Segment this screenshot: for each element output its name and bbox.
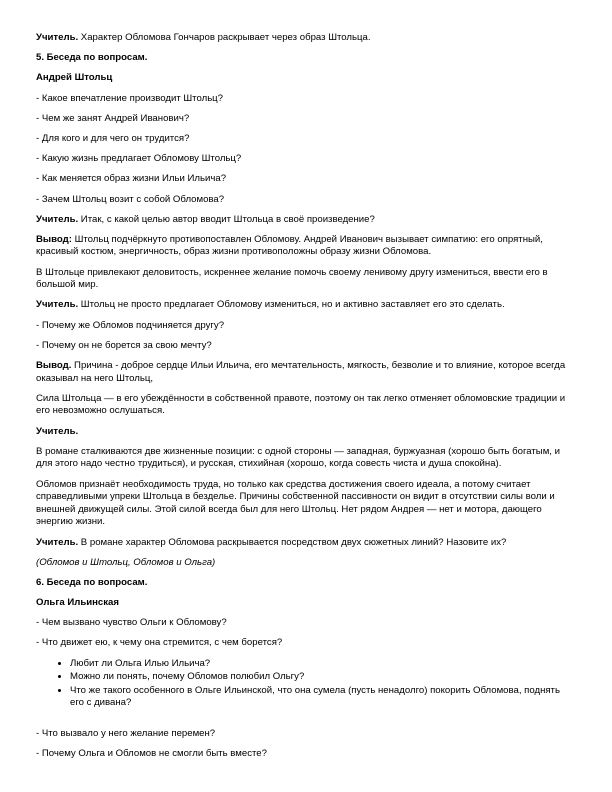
- document-page: [36, 32, 576, 768]
- question-2: - Чем же занят Андрей Иванович?: [36, 112, 190, 124]
- paragraph-stolz-strength: Сила Штольца — в его убеждённости в собственной правоте, поэтому он так легко отменяет обломовские традиции и его невозможно ослушаться.: [36, 392, 566, 417]
- bullet-list: [36, 658, 576, 710]
- speaker-label: Учитель.: [36, 213, 79, 225]
- teacher-line-5: Учитель. В романе характер Обломова раскрывается посредством двух сюжетных линий? Назовите их?: [36, 536, 507, 548]
- question-3: - Для кого и для чего он трудится?: [36, 132, 190, 144]
- conclusion-2: Вывод. Причина - доброе сердце Ильи Ильича, его мечтательность, мягкость, безволие и то влияние, которое всегда оказывал на него Штольц,: [36, 360, 566, 384]
- conclusion-label: Вывод.: [36, 360, 72, 371]
- list-item: • Можно ли понять, почему Обломов полюбил Ольгу?: [70, 671, 576, 684]
- question-4: - Какую жизнь предлагает Обломову Штольц?: [36, 153, 242, 165]
- speaker-label: Учитель.: [36, 536, 79, 548]
- speaker-label: Учитель.: [36, 32, 79, 43]
- paragraph-stolz-attraction: В Штольце привлекают деловитость, искреннее желание помочь своему ленивому другу измениться, ввести его в большой мир.: [36, 266, 548, 291]
- subheading-stolz: Андрей Штольц: [36, 72, 113, 84]
- teacher-line-2: Учитель. Итак, с какой целью автор вводит Штольца в своё произведение?: [36, 213, 375, 225]
- question-10: - Что движет ею, к чему она стремится, с чем борется?: [36, 637, 283, 649]
- conclusion-1: Вывод: Штольц подчёркнуто противопоставлен Обломову. Андрей Иванович вызывает симпатию: его опрятный, красивый костюм, энергичность, образ жизни противоположны образу жизни Обломова.: [36, 233, 543, 258]
- teacher-line-3: Учитель. Штольц не просто предлагает Обломову измениться, но и активно заставляет его это сделать.: [36, 299, 505, 311]
- section-heading-6: 6. Беседа по вопросам.: [36, 576, 148, 588]
- conclusion-label: Вывод:: [36, 233, 72, 245]
- question-8: - Почему он не борется за свою мечту?: [36, 339, 212, 351]
- section-heading-5: 5. Беседа по вопросам.: [36, 52, 148, 64]
- question-11: - Что вызвало у него желание перемен?: [36, 728, 216, 739]
- question-6: - Зачем Штольц возит с собой Обломова?: [36, 193, 225, 205]
- paragraph-oblomov-labor: Обломов признаёт необходимость труда, но только как средства достижения своего идеала, а потому считает справедливыми упреки Штольца в безделье. Причины собственной пассивности он видит в отсутствии силы воли и внешней движущей силы. Этой силой всегда был для него Штольц. Нет рядом Андрея — нет и мотора, дающего энергию жизни.: [36, 478, 555, 528]
- question-1: - Какое впечатление производит Штольц?: [36, 92, 224, 104]
- question-9: - Чем вызвано чувство Ольги к Обломову?: [36, 617, 227, 629]
- answer-line: (Обломов и Штольц, Обломов и Ольга): [36, 556, 216, 568]
- question-5: - Как меняется образ жизни Ильи Ильича?: [36, 173, 227, 185]
- question-7: - Почему же Обломов подчиняется другу?: [36, 319, 225, 331]
- subheading-olga: Ольга Ильинская: [36, 597, 119, 609]
- teacher-line-4: [36, 426, 576, 439]
- speaker-label: Учитель.: [36, 425, 79, 437]
- list-item: • Любит ли Ольга Илью Ильича?: [70, 658, 576, 671]
- list-item: • Что же такого особенного в Ольге Ильинской, что она сумела (пусть ненадолго) покорить Обломова, поднять его с дивана?: [70, 685, 576, 710]
- speaker-label: Учитель.: [36, 299, 79, 311]
- question-12: - Почему Ольга и Обломов не смогли быть вместе?: [36, 748, 267, 760]
- paragraph-life-positions: В романе сталкиваются две жизненные позиции: с одной стороны — западная, буржуазная (хорошо быть богатым, и для этого надо честно трудиться), и русская, стихийная (хорошо, когда совесть чиста и душа спокойна).: [36, 445, 560, 470]
- teacher-line-1: Учитель. Характер Обломова Гончаров раскрывает через образ Штольца.: [36, 32, 371, 43]
